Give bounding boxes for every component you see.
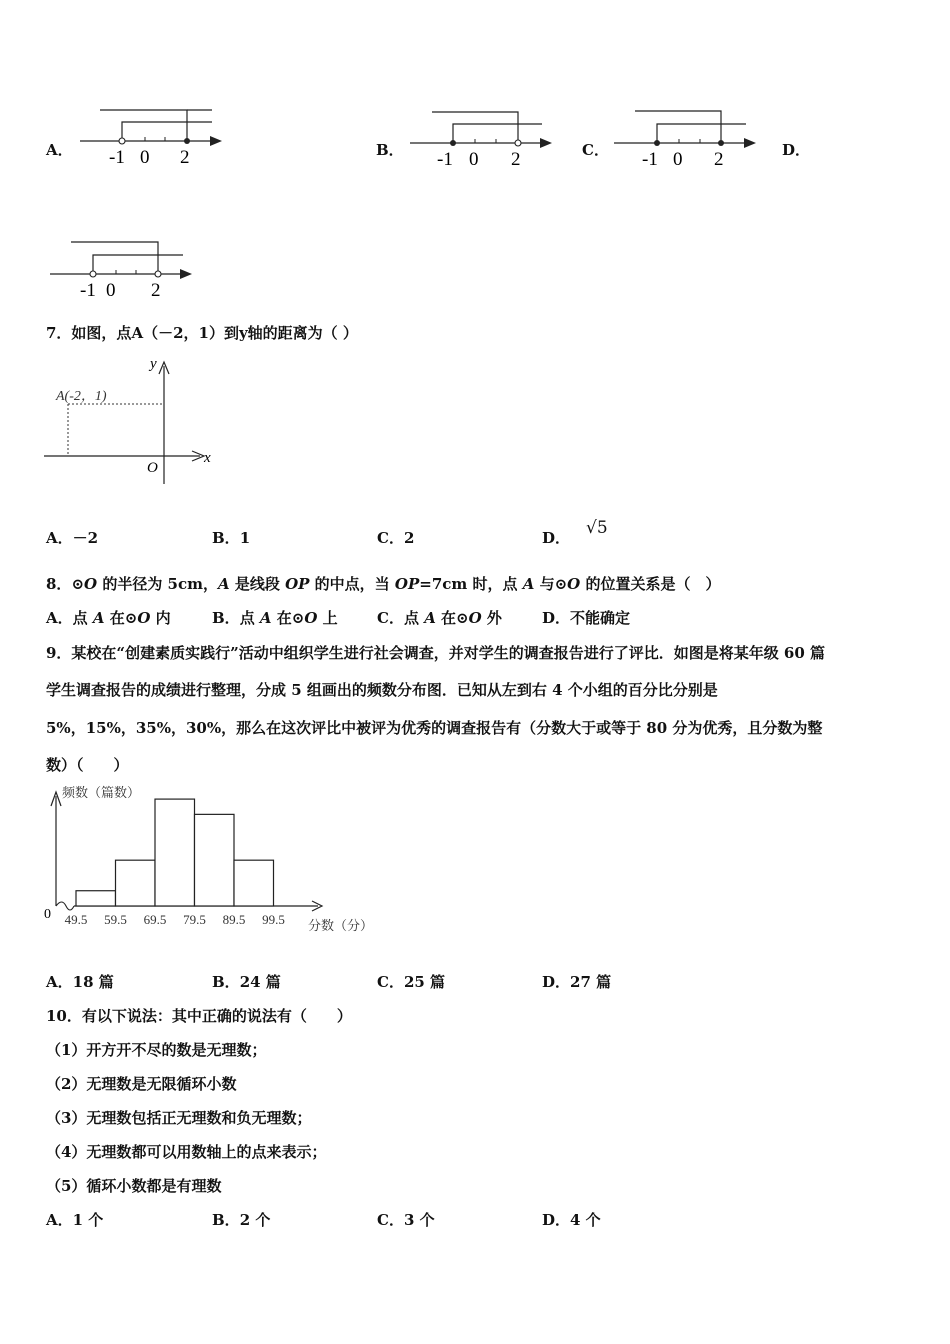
option-text-sqrt5: √5 bbox=[586, 518, 608, 538]
var-o: O bbox=[468, 609, 482, 627]
bin-edge-label: 69.5 bbox=[143, 912, 167, 927]
tick-label: 0 bbox=[673, 149, 683, 170]
var-a: A bbox=[424, 609, 436, 627]
q10-item-3: （3）无理数包括正无理数和负无理数； bbox=[46, 1109, 312, 1127]
q9-option-a[interactable] bbox=[46, 972, 114, 992]
option-label: D． bbox=[542, 1211, 571, 1229]
text: 点 bbox=[72, 609, 93, 627]
option-text: 2 bbox=[403, 529, 415, 547]
text: 与⊙ bbox=[534, 575, 568, 593]
text: 在⊙ bbox=[435, 609, 469, 627]
q7-option-b[interactable] bbox=[212, 528, 250, 548]
option-text: 25 篇 bbox=[403, 973, 446, 991]
bracket-upper bbox=[635, 111, 721, 143]
bracket-upper bbox=[100, 110, 187, 141]
tick-label: 0 bbox=[106, 280, 116, 301]
q9-option-c[interactable] bbox=[377, 972, 445, 992]
q9-line-2: 学生调查报告的成绩进行整理，分成 5 组画出的频数分布图．已知从左到右 4 个小组的百分比分别是 bbox=[46, 681, 718, 699]
q10-item-2: （2）无理数是无限循环小数 bbox=[46, 1075, 237, 1093]
q6-option-d-number-line bbox=[46, 232, 206, 307]
q6-option-a-number-line bbox=[72, 100, 232, 175]
q10-option-b[interactable] bbox=[212, 1210, 270, 1230]
text: 在⊙ bbox=[104, 609, 138, 627]
bracket-lower bbox=[93, 255, 183, 274]
open-point bbox=[119, 138, 125, 144]
closed-point bbox=[654, 140, 660, 146]
q8-option-d[interactable] bbox=[542, 608, 630, 628]
arrow-head bbox=[744, 138, 756, 148]
q7-stem: 7．如图，点A（－2，1）到y轴的距离为（ ） bbox=[46, 324, 358, 342]
q6-option-c-number-line bbox=[608, 100, 768, 175]
bracket-lower bbox=[657, 124, 746, 143]
option-text: 1 bbox=[239, 529, 251, 547]
option-label: B． bbox=[212, 973, 240, 991]
tick-label: 2 bbox=[714, 149, 724, 170]
q10-stem: 10．有以下说法：其中正确的说法有（ ） bbox=[46, 1007, 352, 1025]
q7-option-a[interactable] bbox=[46, 528, 98, 548]
text: 内 bbox=[150, 609, 171, 627]
option-text: 4 个 bbox=[570, 1211, 601, 1229]
bracket-upper bbox=[432, 112, 518, 143]
var-o: O bbox=[304, 609, 318, 627]
q10-option-c[interactable] bbox=[377, 1210, 435, 1230]
bracket-lower bbox=[122, 122, 212, 141]
option-text: 3 个 bbox=[403, 1211, 435, 1229]
option-text: 1 个 bbox=[72, 1211, 104, 1229]
option-label: D． bbox=[542, 609, 571, 627]
q8-option-b[interactable] bbox=[212, 608, 338, 628]
bin-edge-label: 49.5 bbox=[64, 912, 88, 927]
text: =7cm 时，点 bbox=[419, 575, 523, 593]
tick-label: -1 bbox=[642, 149, 658, 170]
closed-point bbox=[718, 140, 724, 146]
q6-option-d-label: D． bbox=[782, 141, 811, 159]
x-axis-label: x bbox=[204, 450, 211, 466]
open-point bbox=[515, 140, 521, 146]
text: 的半径为 5cm， bbox=[97, 575, 218, 593]
q10-item-4: （4）无理数都可以用数轴上的点来表示； bbox=[46, 1143, 327, 1161]
closed-point bbox=[450, 140, 456, 146]
option-label: B． bbox=[212, 1211, 240, 1229]
histogram-bar bbox=[195, 814, 235, 906]
q7-figure bbox=[40, 352, 230, 492]
option-label: B． bbox=[212, 529, 240, 547]
bracket-lower bbox=[453, 124, 542, 143]
q10-option-d[interactable] bbox=[542, 1210, 601, 1230]
bin-edge-label: 99.5 bbox=[262, 912, 285, 927]
q6-option-b-label: B． bbox=[376, 141, 404, 159]
var-op: OP bbox=[394, 575, 420, 593]
histogram-edge-labels bbox=[65, 912, 285, 927]
var-a: A bbox=[92, 609, 105, 627]
option-text: 27 篇 bbox=[570, 973, 612, 991]
arrow-head bbox=[180, 269, 192, 279]
q10-item-5: （5）循环小数都是有理数 bbox=[46, 1177, 222, 1195]
var-a: A bbox=[259, 609, 272, 627]
text: 的位置关系是（ ） bbox=[580, 575, 721, 593]
histogram-bars bbox=[76, 799, 274, 906]
tick-label: 2 bbox=[151, 280, 161, 301]
var-o: O bbox=[84, 575, 98, 593]
bin-edge-label: 59.5 bbox=[104, 912, 127, 927]
option-label: A． bbox=[46, 973, 73, 991]
option-label: A． bbox=[46, 529, 73, 547]
text: 不能确定 bbox=[570, 609, 631, 627]
q8-option-a[interactable] bbox=[46, 608, 171, 628]
closed-point bbox=[184, 138, 190, 144]
open-point bbox=[155, 271, 161, 277]
y-axis-label: 频数（篇数） bbox=[62, 785, 141, 800]
q9-line-1: 9．某校在“创建素质实践行”活动中组织学生进行社会调查，并对学生的调查报告进行了评比．如图是将某年级 60 篇 bbox=[46, 644, 826, 662]
origin-label: O bbox=[147, 460, 158, 476]
tick-label: -1 bbox=[109, 147, 125, 168]
x-axis-label: 分数（分） bbox=[308, 918, 374, 933]
option-label: C． bbox=[377, 609, 404, 627]
bin-edge-label: 89.5 bbox=[222, 912, 246, 927]
option-label: C． bbox=[377, 1211, 404, 1229]
q7-option-c[interactable] bbox=[377, 528, 414, 548]
q9-line-3: 5%，15%，35%，30%，那么在这次评比中被评为优秀的调查报告有（分数大于或等于 80 分为优秀，且分数为整 bbox=[46, 719, 823, 737]
var-a: A bbox=[522, 575, 535, 593]
tick-label: 0 bbox=[140, 147, 150, 168]
y-axis-label: y bbox=[150, 356, 157, 372]
q9-option-d[interactable] bbox=[542, 972, 611, 992]
text: 上 bbox=[317, 609, 338, 627]
option-label: A． bbox=[46, 1211, 73, 1229]
histogram-bar bbox=[116, 860, 156, 906]
histogram-bar bbox=[155, 799, 195, 906]
q8-option-c[interactable] bbox=[377, 608, 502, 628]
option-label: D． bbox=[542, 973, 571, 991]
q6-option-b-number-line bbox=[404, 100, 564, 175]
var-o: O bbox=[137, 609, 151, 627]
origin-label: 0 bbox=[44, 907, 51, 922]
option-text: 18 篇 bbox=[72, 973, 114, 991]
var-a: A bbox=[217, 575, 230, 593]
q10-item-1: （1）开方开不尽的数是无理数； bbox=[46, 1041, 267, 1059]
q9-option-b[interactable] bbox=[212, 972, 281, 992]
option-label: A． bbox=[46, 609, 73, 627]
text: 8． bbox=[46, 575, 72, 593]
bracket-upper bbox=[71, 242, 158, 274]
q7-option-d[interactable] bbox=[542, 518, 608, 548]
option-label: B． bbox=[212, 609, 240, 627]
arrow-head bbox=[210, 136, 222, 146]
q9-histogram bbox=[40, 782, 380, 942]
option-text: －2 bbox=[72, 529, 99, 547]
text: 点 bbox=[403, 609, 425, 627]
option-text: 2 个 bbox=[239, 1211, 271, 1229]
bin-edge-label: 79.5 bbox=[183, 912, 206, 927]
q8-stem bbox=[46, 574, 720, 594]
text: 在⊙ bbox=[271, 609, 305, 627]
histogram-bar bbox=[76, 891, 116, 906]
tick-label: -1 bbox=[80, 280, 96, 301]
q6-option-c-label: C． bbox=[582, 141, 609, 159]
option-label: C． bbox=[377, 973, 404, 991]
tick-label: 2 bbox=[511, 149, 521, 170]
q9-line-4: 数）（ ） bbox=[46, 756, 129, 774]
histogram-bar bbox=[234, 860, 274, 906]
circle-symbol: ⊙ bbox=[71, 575, 85, 593]
option-text: 24 篇 bbox=[239, 973, 281, 991]
tick-label: -1 bbox=[437, 149, 453, 170]
option-label: D． bbox=[542, 529, 571, 547]
q6-option-a-label: A． bbox=[46, 141, 73, 159]
text: 点 bbox=[239, 609, 260, 627]
open-point bbox=[90, 271, 96, 277]
text: 外 bbox=[481, 609, 502, 627]
tick-label: 0 bbox=[469, 149, 479, 170]
q10-option-a[interactable] bbox=[46, 1210, 103, 1230]
axis-break bbox=[56, 902, 74, 910]
var-op: OP bbox=[285, 575, 310, 593]
point-a-label: A(-2，1) bbox=[56, 389, 107, 404]
option-label: C． bbox=[377, 529, 404, 547]
text: 是线段 bbox=[229, 575, 286, 593]
arrow-head bbox=[540, 138, 552, 148]
tick-label: 2 bbox=[180, 147, 190, 168]
text: 的中点，当 bbox=[309, 575, 395, 593]
var-o: O bbox=[567, 575, 581, 593]
